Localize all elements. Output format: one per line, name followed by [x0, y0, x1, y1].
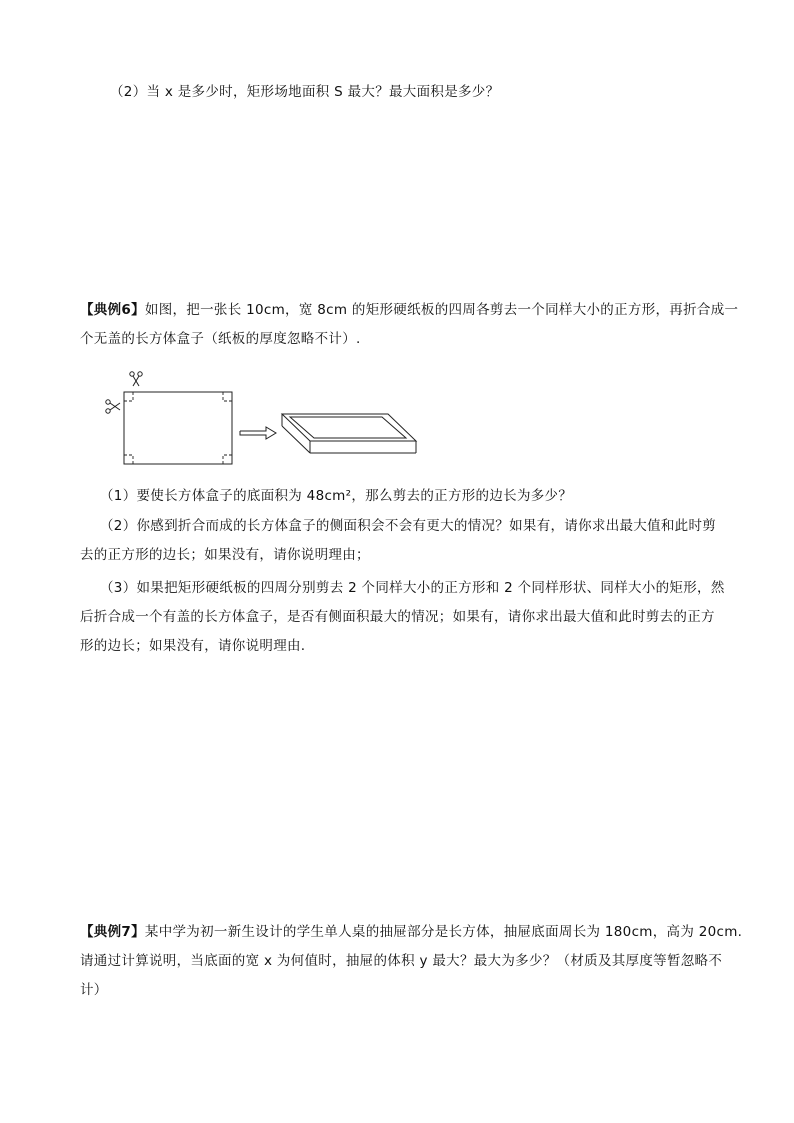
example-6-q3-line-2: 后折合成一个有盖的长方体盒子，是否有侧面积最大的情况；如果有，请你求出最大值和此时剪去的正方	[80, 609, 715, 625]
example-6-line-1: 【典例6】如图，把一张长 10cm，宽 8cm 的矩形硬纸板的四周各剪去一个同样大小的正方形，再折合成一	[80, 302, 739, 318]
cut-corner-marks	[124, 392, 232, 464]
example-6-tag: 【典例6】	[80, 302, 145, 318]
question-part-2: （2）当 x 是多少时，矩形场地面积 S 最大？最大面积是多少？	[110, 84, 500, 100]
example-7	[80, 918, 742, 1005]
scissors-icon	[130, 372, 142, 386]
cardboard-sheet	[124, 392, 232, 464]
example-6-q3-line-1: （3）如果把矩形硬纸板的四周分别剪去 2 个同样大小的正方形和 2 个同样形状、同样大小的矩形，然	[100, 580, 725, 596]
example-7-tag: 【典例7】	[80, 924, 145, 940]
example-6-q2-line-1: （2）你感到折合而成的长方体盒子的侧面积会不会有更大的情况？如果有，请你求出最大值和此时剪	[100, 518, 717, 534]
example-6-question-3	[80, 574, 725, 661]
example-6-question-2	[80, 512, 716, 570]
example-6-q3-line-3: 形的边长；如果没有，请你说明理由.	[80, 638, 306, 654]
example-6-line-2: 个无盖的长方体盒子（纸板的厚度忽略不计）.	[80, 331, 361, 347]
example-6-q2-line-2: 去的正方形的边长；如果没有，请你说明理由；	[80, 547, 370, 563]
example-7-line-1: 【典例7】某中学为初一新生设计的学生单人桌的抽屉部分是长方体，抽屉底面周长为 180cm，高为 20cm.	[80, 924, 743, 940]
example-6-intro	[80, 296, 738, 354]
arrow-right-icon	[240, 427, 276, 439]
paper-folding-figure	[104, 368, 424, 468]
example-7-line-3: 计）	[80, 982, 108, 998]
example-7-line-2: 请通过计算说明，当底面的宽 x 为何值时，抽屉的体积 y 最大？最大为多少？（材质及其厚度等暂忽略不	[80, 953, 723, 969]
open-box-drawing	[282, 414, 416, 453]
scissors-icon	[106, 400, 120, 413]
example-6-question-1: （1）要使长方体盒子的底面积为 48cm²，那么剪去的正方形的边长为多少？	[100, 488, 573, 504]
